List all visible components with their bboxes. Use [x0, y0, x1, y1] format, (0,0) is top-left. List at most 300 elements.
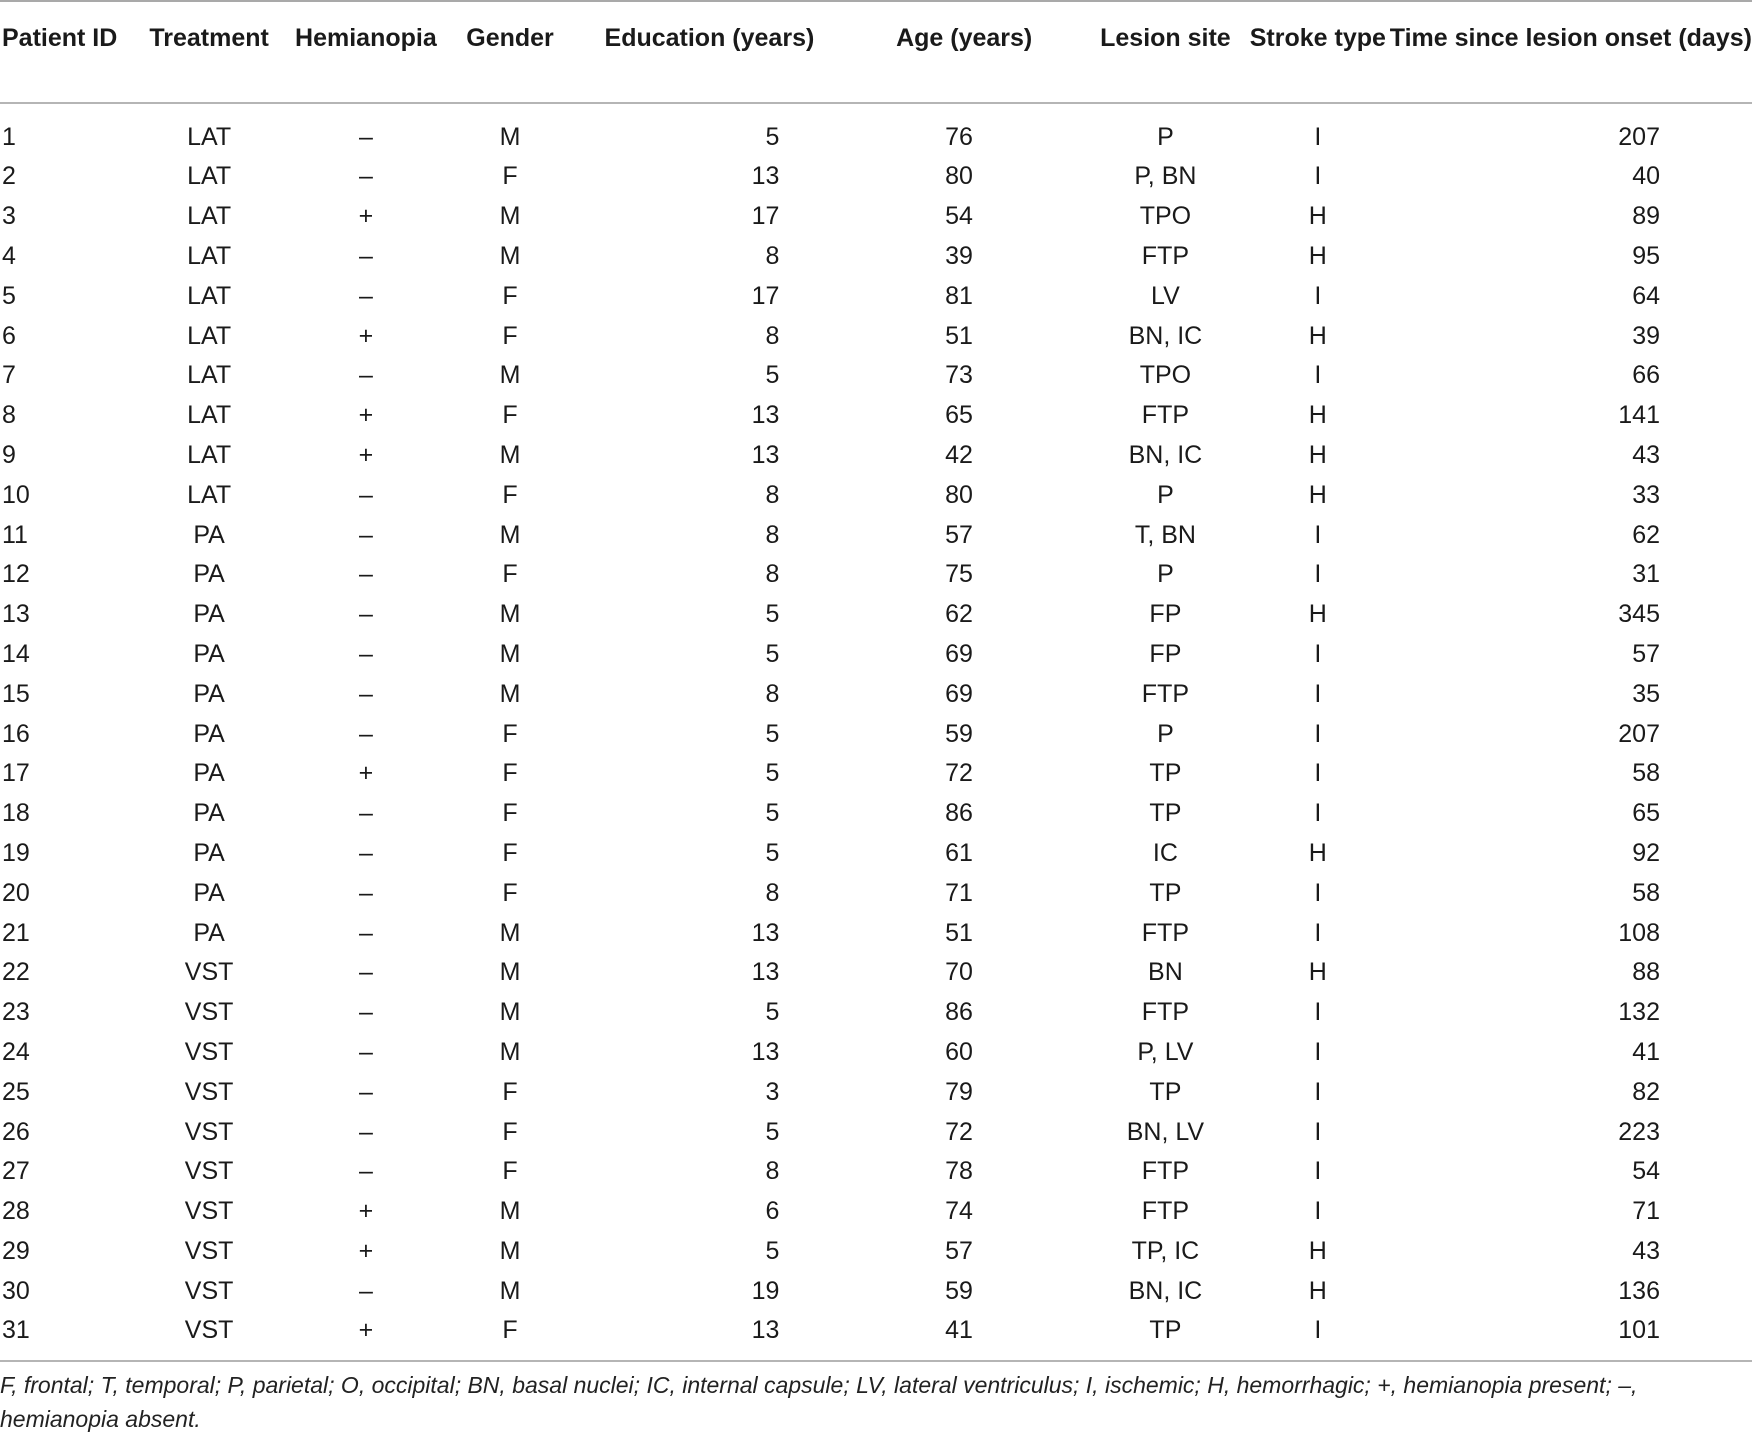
- cell-age: 69: [945, 639, 973, 668]
- cell-stroke-type: I: [1314, 281, 1322, 310]
- cell-gender: F: [502, 162, 518, 191]
- cell-treatment: VST: [184, 1117, 234, 1146]
- table-footnote: F, frontal; T, temporal; P, parietal; O, occipital; BN, basal nuclei; IC, internal capsule; LV, lateral ventriculus; I, ischemic; H, hemorrhagic; +, hemianopia present; –, hemianopia absent.: [0, 1372, 1638, 1432]
- cell-treatment: LAT: [187, 361, 232, 390]
- cell-age: 59: [945, 1276, 973, 1305]
- cell-education: 8: [765, 679, 780, 708]
- cell-stroke-type: H: [1308, 480, 1327, 509]
- cell-lesion-site: TP: [1149, 878, 1182, 907]
- cell-stroke-type: H: [1308, 202, 1327, 231]
- cell-gender: F: [502, 401, 518, 430]
- table-row: [0, 834, 1752, 874]
- cell-hemianopia: –: [358, 560, 373, 589]
- cell-hemianopia: –: [358, 1276, 373, 1305]
- cell-patient-id: 9: [2, 440, 16, 469]
- cell-time-since-onset: 82: [1632, 1077, 1660, 1106]
- cell-education: 13: [751, 401, 780, 430]
- cell-gender: M: [499, 1236, 521, 1265]
- cell-time-since-onset: 54: [1632, 1157, 1660, 1186]
- table-body: [0, 103, 1752, 1361]
- cell-time-since-onset: 64: [1632, 281, 1660, 310]
- table-row: [0, 1232, 1752, 1272]
- cell-time-since-onset: 62: [1632, 520, 1660, 549]
- cell-lesion-site: BN, IC: [1128, 440, 1203, 469]
- cell-stroke-type: H: [1308, 401, 1327, 430]
- cell-lesion-site: TP: [1149, 799, 1182, 828]
- cell-age: 70: [945, 958, 973, 987]
- cell-lesion-site: IC: [1152, 838, 1178, 867]
- cell-treatment: PA: [193, 878, 225, 907]
- table-row: [0, 356, 1752, 396]
- cell-treatment: LAT: [187, 281, 232, 310]
- header-row: [0, 1, 1752, 103]
- cell-age: 86: [945, 998, 973, 1027]
- cell-treatment: PA: [193, 838, 225, 867]
- cell-gender: M: [499, 202, 521, 231]
- table-row: [0, 794, 1752, 834]
- cell-age: 59: [945, 719, 973, 748]
- cell-age: 62: [945, 600, 973, 629]
- cell-stroke-type: I: [1314, 639, 1322, 668]
- cell-time-since-onset: 132: [1618, 998, 1660, 1027]
- cell-patient-id: 3: [2, 202, 16, 231]
- cell-education: 5: [765, 639, 780, 668]
- cell-gender: F: [502, 1117, 518, 1146]
- cell-gender: M: [499, 958, 521, 987]
- cell-patient-id: 21: [2, 918, 30, 947]
- cell-hemianopia: –: [358, 799, 373, 828]
- cell-lesion-site: P: [1157, 123, 1174, 151]
- cell-hemianopia: –: [358, 918, 373, 947]
- cell-patient-id: 15: [2, 679, 30, 708]
- cell-age: 73: [945, 361, 973, 390]
- cell-patient-id: 22: [2, 958, 30, 987]
- cell-gender: F: [502, 560, 518, 589]
- cell-age: 60: [945, 1037, 973, 1066]
- cell-patient-id: 30: [2, 1276, 30, 1305]
- cell-hemianopia: –: [358, 1117, 373, 1146]
- cell-age: 57: [945, 520, 973, 549]
- cell-education: 5: [765, 123, 780, 151]
- cell-treatment: VST: [184, 1236, 234, 1265]
- cell-age: 71: [945, 878, 973, 907]
- cell-education: 19: [751, 1276, 780, 1305]
- cell-gender: M: [499, 998, 521, 1027]
- table-row: [0, 1072, 1752, 1112]
- table-row: [0, 674, 1752, 714]
- cell-stroke-type: I: [1314, 878, 1322, 907]
- cell-gender: F: [502, 838, 518, 867]
- cell-stroke-type: I: [1314, 123, 1322, 151]
- cell-treatment: VST: [184, 1276, 234, 1305]
- cell-hemianopia: +: [358, 759, 374, 788]
- cell-lesion-site: FTP: [1141, 1197, 1190, 1226]
- table-row: [0, 276, 1752, 316]
- cell-treatment: LAT: [187, 123, 232, 151]
- header-gender: Gender: [466, 24, 554, 52]
- cell-treatment: LAT: [187, 321, 232, 350]
- cell-education: 13: [751, 440, 780, 469]
- cell-gender: M: [499, 679, 521, 708]
- cell-age: 78: [945, 1157, 973, 1186]
- cell-age: 81: [945, 281, 973, 310]
- cell-treatment: PA: [193, 719, 225, 748]
- cell-gender: F: [502, 719, 518, 748]
- cell-patient-id: 6: [2, 321, 16, 350]
- cell-lesion-site: P, BN: [1134, 162, 1197, 191]
- cell-treatment: VST: [184, 1197, 234, 1226]
- cell-stroke-type: H: [1308, 321, 1327, 350]
- cell-treatment: PA: [193, 679, 225, 708]
- table-row: [0, 953, 1752, 993]
- cell-lesion-site: BN: [1148, 958, 1183, 987]
- cell-treatment: PA: [193, 639, 225, 668]
- header-age: Age (years): [896, 24, 1033, 52]
- cell-education: 13: [751, 918, 780, 947]
- cell-hemianopia: –: [358, 123, 373, 151]
- table-row: [0, 635, 1752, 675]
- table-row: [0, 993, 1752, 1033]
- cell-time-since-onset: 39: [1632, 321, 1660, 350]
- cell-time-since-onset: 43: [1632, 440, 1660, 469]
- cell-education: 13: [751, 162, 780, 191]
- cell-hemianopia: –: [358, 639, 373, 668]
- header-education: Education (years): [604, 24, 815, 52]
- cell-education: 13: [751, 1037, 780, 1066]
- cell-lesion-site: P, LV: [1137, 1037, 1194, 1066]
- cell-stroke-type: I: [1314, 520, 1322, 549]
- cell-gender: F: [502, 1077, 518, 1106]
- cell-time-since-onset: 95: [1632, 241, 1660, 270]
- cell-gender: F: [502, 1157, 518, 1186]
- table-row: [0, 873, 1752, 913]
- cell-stroke-type: H: [1308, 600, 1327, 629]
- cell-age: 79: [945, 1077, 973, 1106]
- cell-lesion-site: P: [1157, 719, 1174, 748]
- cell-time-since-onset: 58: [1632, 759, 1660, 788]
- cell-stroke-type: I: [1314, 560, 1322, 589]
- cell-patient-id: 7: [2, 361, 16, 390]
- cell-education: 5: [765, 759, 780, 788]
- cell-time-since-onset: 207: [1618, 719, 1660, 748]
- cell-patient-id: 16: [2, 719, 30, 748]
- cell-education: 5: [765, 799, 780, 828]
- cell-patient-id: 19: [2, 838, 30, 867]
- table-row: [0, 913, 1752, 953]
- cell-time-since-onset: 136: [1618, 1276, 1660, 1305]
- cell-stroke-type: H: [1308, 440, 1327, 469]
- cell-stroke-type: H: [1308, 1236, 1327, 1265]
- cell-time-since-onset: 89: [1632, 202, 1660, 231]
- cell-time-since-onset: 41: [1632, 1037, 1660, 1066]
- cell-gender: F: [502, 878, 518, 907]
- cell-gender: M: [499, 918, 521, 947]
- cell-time-since-onset: 141: [1618, 401, 1660, 430]
- table-row: [0, 714, 1752, 754]
- header-time-since-onset: Time since lesion onset (days): [1389, 24, 1752, 52]
- cell-gender: F: [502, 281, 518, 310]
- cell-patient-id: 5: [2, 281, 16, 310]
- table-row: [0, 197, 1752, 237]
- cell-lesion-site: TPO: [1139, 202, 1192, 231]
- cell-patient-id: 31: [2, 1316, 30, 1345]
- cell-education: 8: [765, 1157, 780, 1186]
- cell-lesion-site: BN, IC: [1128, 1276, 1203, 1305]
- cell-lesion-site: FTP: [1141, 241, 1190, 270]
- cell-education: 5: [765, 838, 780, 867]
- cell-lesion-site: BN, IC: [1128, 321, 1203, 350]
- cell-treatment: LAT: [187, 440, 232, 469]
- table-row: [0, 237, 1752, 277]
- table-row: [0, 1112, 1752, 1152]
- cell-age: 72: [945, 759, 973, 788]
- cell-treatment: PA: [193, 759, 225, 788]
- cell-gender: M: [499, 440, 521, 469]
- cell-stroke-type: I: [1314, 162, 1322, 191]
- table-row: [0, 754, 1752, 794]
- table-row: [0, 1311, 1752, 1361]
- cell-age: 41: [945, 1316, 973, 1345]
- cell-age: 80: [945, 162, 973, 191]
- cell-patient-id: 2: [2, 162, 16, 191]
- cell-stroke-type: I: [1314, 1157, 1322, 1186]
- cell-stroke-type: I: [1314, 1197, 1322, 1226]
- cell-treatment: PA: [193, 520, 225, 549]
- cell-age: 51: [945, 321, 973, 350]
- cell-patient-id: 24: [2, 1037, 30, 1066]
- cell-age: 74: [945, 1197, 973, 1226]
- cell-age: 65: [945, 401, 973, 430]
- cell-stroke-type: I: [1314, 918, 1322, 947]
- cell-treatment: LAT: [187, 202, 232, 231]
- cell-time-since-onset: 33: [1632, 480, 1660, 509]
- cell-stroke-type: I: [1314, 1316, 1322, 1345]
- cell-lesion-site: T, BN: [1134, 520, 1196, 549]
- cell-hemianopia: –: [358, 520, 373, 549]
- cell-hemianopia: +: [358, 1316, 374, 1345]
- cell-education: 5: [765, 600, 780, 629]
- cell-hemianopia: –: [358, 719, 373, 748]
- cell-lesion-site: TP: [1149, 759, 1182, 788]
- table-row: [0, 1152, 1752, 1192]
- cell-age: 69: [945, 679, 973, 708]
- cell-treatment: PA: [193, 560, 225, 589]
- cell-hemianopia: –: [358, 958, 373, 987]
- cell-lesion-site: BN, LV: [1126, 1117, 1205, 1146]
- cell-gender: F: [502, 799, 518, 828]
- cell-gender: M: [499, 639, 521, 668]
- cell-time-since-onset: 66: [1632, 361, 1660, 390]
- cell-stroke-type: I: [1314, 1117, 1322, 1146]
- cell-patient-id: 1: [2, 123, 16, 151]
- cell-time-since-onset: 207: [1618, 123, 1660, 151]
- cell-gender: M: [499, 123, 521, 151]
- cell-stroke-type: H: [1308, 958, 1327, 987]
- cell-lesion-site: TP: [1149, 1316, 1182, 1345]
- header-patient-id: Patient ID: [2, 24, 118, 52]
- cell-gender: M: [499, 241, 521, 270]
- cell-hemianopia: +: [358, 202, 374, 231]
- cell-lesion-site: FTP: [1141, 401, 1190, 430]
- cell-age: 54: [945, 202, 973, 231]
- cell-stroke-type: I: [1314, 719, 1322, 748]
- cell-hemianopia: +: [358, 401, 374, 430]
- cell-gender: M: [499, 600, 521, 629]
- table-row: [0, 316, 1752, 356]
- cell-patient-id: 23: [2, 998, 30, 1027]
- cell-hemianopia: –: [358, 1037, 373, 1066]
- cell-education: 8: [765, 878, 780, 907]
- cell-stroke-type: I: [1314, 1037, 1322, 1066]
- cell-lesion-site: FTP: [1141, 1157, 1190, 1186]
- table-row: [0, 1033, 1752, 1073]
- cell-treatment: VST: [184, 958, 234, 987]
- cell-hemianopia: –: [358, 679, 373, 708]
- cell-treatment: LAT: [187, 162, 232, 191]
- cell-time-since-onset: 40: [1632, 162, 1660, 191]
- cell-hemianopia: –: [358, 998, 373, 1027]
- cell-lesion-site: P: [1157, 480, 1174, 509]
- cell-education: 5: [765, 719, 780, 748]
- cell-education: 8: [765, 241, 780, 270]
- cell-time-since-onset: 223: [1618, 1117, 1660, 1146]
- cell-education: 8: [765, 560, 780, 589]
- cell-treatment: VST: [184, 1316, 234, 1345]
- table-row: [0, 396, 1752, 436]
- cell-time-since-onset: 35: [1632, 679, 1660, 708]
- cell-time-since-onset: 58: [1632, 878, 1660, 907]
- cell-education: 8: [765, 520, 780, 549]
- cell-hemianopia: –: [358, 1077, 373, 1106]
- cell-time-since-onset: 92: [1632, 838, 1660, 867]
- cell-treatment: LAT: [187, 480, 232, 509]
- cell-education: 8: [765, 321, 780, 350]
- cell-age: 86: [945, 799, 973, 828]
- cell-education: 17: [751, 281, 780, 310]
- cell-stroke-type: I: [1314, 679, 1322, 708]
- cell-age: 51: [945, 918, 973, 947]
- table-row: [0, 103, 1752, 157]
- cell-patient-id: 18: [2, 799, 30, 828]
- cell-treatment: PA: [193, 600, 225, 629]
- cell-treatment: PA: [193, 918, 225, 947]
- cell-hemianopia: +: [358, 1236, 374, 1265]
- cell-treatment: VST: [184, 1037, 234, 1066]
- cell-patient-id: 28: [2, 1197, 30, 1226]
- cell-lesion-site: TPO: [1139, 361, 1192, 390]
- cell-stroke-type: I: [1314, 361, 1322, 390]
- cell-education: 3: [765, 1077, 780, 1106]
- cell-hemianopia: +: [358, 1197, 374, 1226]
- cell-stroke-type: I: [1314, 998, 1322, 1027]
- cell-treatment: LAT: [187, 241, 232, 270]
- cell-patient-id: 27: [2, 1157, 30, 1186]
- table-row: [0, 475, 1752, 515]
- table-row: [0, 515, 1752, 555]
- cell-hemianopia: –: [358, 838, 373, 867]
- cell-stroke-type: H: [1308, 1276, 1327, 1305]
- cell-patient-id: 12: [2, 560, 30, 589]
- cell-treatment: PA: [193, 799, 225, 828]
- cell-stroke-type: H: [1308, 838, 1327, 867]
- cell-time-since-onset: 108: [1618, 918, 1660, 947]
- cell-hemianopia: –: [358, 480, 373, 509]
- cell-patient-id: 10: [2, 480, 30, 509]
- cell-hemianopia: –: [358, 281, 373, 310]
- cell-education: 8: [765, 480, 780, 509]
- cell-lesion-site: FTP: [1141, 918, 1190, 947]
- cell-patient-id: 4: [2, 241, 16, 270]
- cell-patient-id: 25: [2, 1077, 30, 1106]
- cell-gender: F: [502, 759, 518, 788]
- cell-gender: M: [499, 1276, 521, 1305]
- cell-treatment: VST: [184, 998, 234, 1027]
- cell-time-since-onset: 57: [1632, 639, 1660, 668]
- cell-age: 76: [945, 123, 973, 151]
- cell-education: 13: [751, 958, 780, 987]
- cell-hemianopia: –: [358, 600, 373, 629]
- cell-treatment: VST: [184, 1157, 234, 1186]
- cell-hemianopia: –: [358, 241, 373, 270]
- cell-education: 5: [765, 1117, 780, 1146]
- header-stroke-type: Stroke type: [1249, 24, 1386, 52]
- cell-lesion-site: FP: [1149, 600, 1182, 629]
- cell-hemianopia: –: [358, 361, 373, 390]
- cell-treatment: LAT: [187, 401, 232, 430]
- cell-age: 75: [945, 560, 973, 589]
- cell-treatment: VST: [184, 1077, 234, 1106]
- table-header: [0, 1, 1752, 103]
- cell-age: 80: [945, 480, 973, 509]
- cell-lesion-site: P: [1157, 560, 1174, 589]
- cell-gender: F: [502, 480, 518, 509]
- cell-time-since-onset: 88: [1632, 958, 1660, 987]
- cell-patient-id: 8: [2, 401, 16, 430]
- cell-time-since-onset: 31: [1632, 560, 1660, 589]
- cell-patient-id: 11: [2, 520, 28, 549]
- cell-gender: M: [499, 1197, 521, 1226]
- cell-age: 39: [945, 241, 973, 270]
- cell-lesion-site: TP: [1149, 1077, 1182, 1106]
- cell-education: 13: [751, 1316, 780, 1345]
- table-row: [0, 555, 1752, 595]
- cell-patient-id: 14: [2, 639, 30, 668]
- cell-patient-id: 29: [2, 1236, 30, 1265]
- cell-lesion-site: FTP: [1141, 679, 1190, 708]
- cell-stroke-type: I: [1314, 1077, 1322, 1106]
- cell-hemianopia: –: [358, 1157, 373, 1186]
- table-row: [0, 436, 1752, 476]
- cell-hemianopia: –: [358, 162, 373, 191]
- cell-lesion-site: FP: [1149, 639, 1182, 668]
- cell-education: 5: [765, 1236, 780, 1265]
- cell-stroke-type: I: [1314, 759, 1322, 788]
- cell-patient-id: 26: [2, 1117, 30, 1146]
- cell-hemianopia: +: [358, 321, 374, 350]
- cell-time-since-onset: 101: [1618, 1316, 1660, 1345]
- cell-age: 42: [945, 440, 973, 469]
- cell-hemianopia: –: [358, 878, 373, 907]
- cell-gender: F: [502, 1316, 518, 1345]
- cell-education: 6: [765, 1197, 780, 1226]
- table-row: [0, 595, 1752, 635]
- cell-lesion-site: LV: [1151, 281, 1180, 310]
- cell-hemianopia: +: [358, 440, 374, 469]
- cell-stroke-type: H: [1308, 241, 1327, 270]
- cell-time-since-onset: 65: [1632, 799, 1660, 828]
- header-hemianopia: Hemianopia: [295, 24, 437, 52]
- cell-lesion-site: FTP: [1141, 998, 1190, 1027]
